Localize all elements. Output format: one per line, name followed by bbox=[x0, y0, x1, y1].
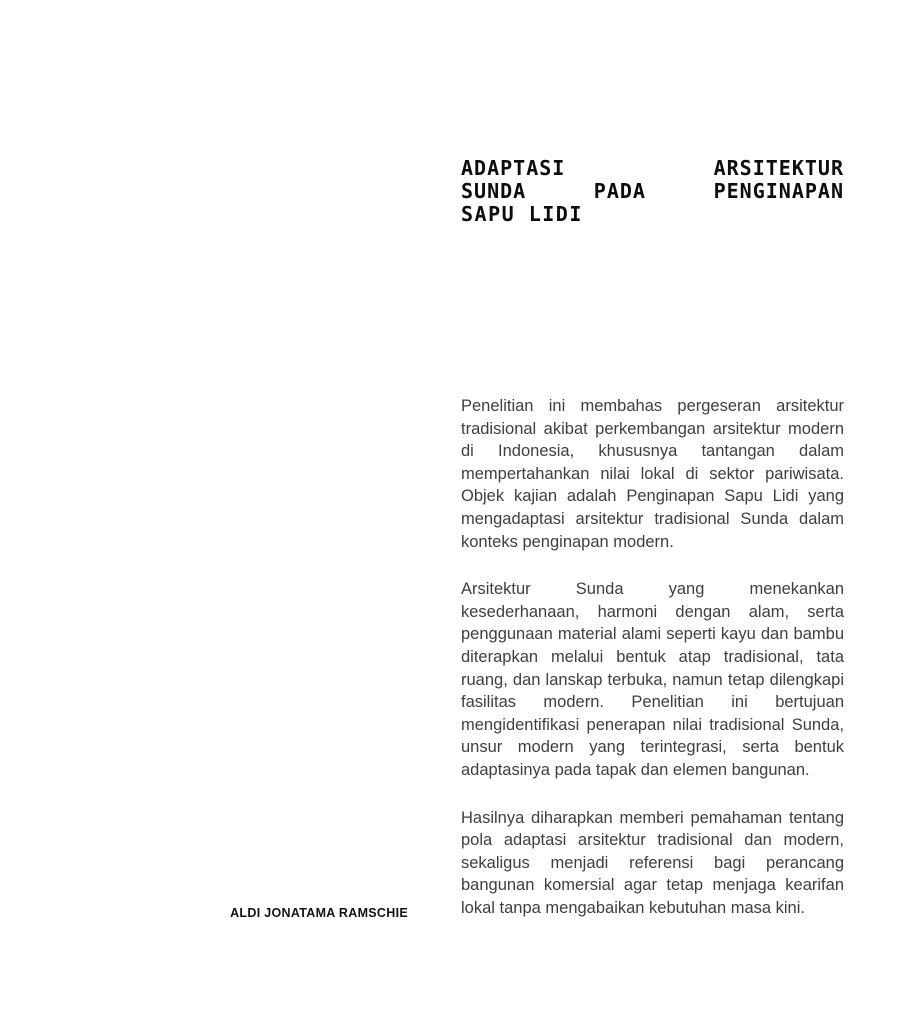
abstract-body bbox=[461, 395, 844, 919]
abstract-paragraph-2: Arsitektur Sunda yang menekankan kesederhanaan, harmoni dengan alam, serta penggunaan material alami seperti kayu dan bambu diterapkan melalui bentuk atap tradisional, tata ruang, dan lanskap terbuka, namun tetap dilengkapi fasilitas modern. Penelitian ini bertujuan mengidentifikasi penerapan nilai tradisional Sunda, unsur modern yang terintegrasi, serta bentuk adaptasinya pada tapak dan elemen bangunan. bbox=[461, 580, 844, 779]
abstract-paragraph-3: Hasilnya diharapkan memberi pemahaman tentang pola adaptasi arsitektur tradisional dan modern, sekaligus menjadi referensi bagi perancang bangunan komersial agar tetap menjaga kearifan lokal tanpa mengabaikan kebutuhan masa kini. bbox=[461, 808, 844, 917]
title-block bbox=[461, 157, 844, 226]
page-title-line-3: SAPU LIDI bbox=[461, 202, 583, 226]
page-title-line-2: SUNDA PADA PENGINAPAN bbox=[461, 179, 844, 203]
abstract-paragraph-1: Penelitian ini membahas pergeseran arsitektur tradisional akibat perkembangan arsitektur modern di Indonesia, khususnya tantangan dalam mempertahankan nilai lokal di sektor pariwisata. Objek kajian adalah Penginapan Sapu Lidi yang mengadaptasi arsitektur tradisional Sunda dalam konteks penginapan modern. bbox=[461, 397, 844, 551]
author-name: ALDI JONATAMA RAMSCHIE bbox=[230, 906, 408, 920]
page-title-line-1: ADAPTASI ARSITEKTUR bbox=[461, 156, 844, 180]
